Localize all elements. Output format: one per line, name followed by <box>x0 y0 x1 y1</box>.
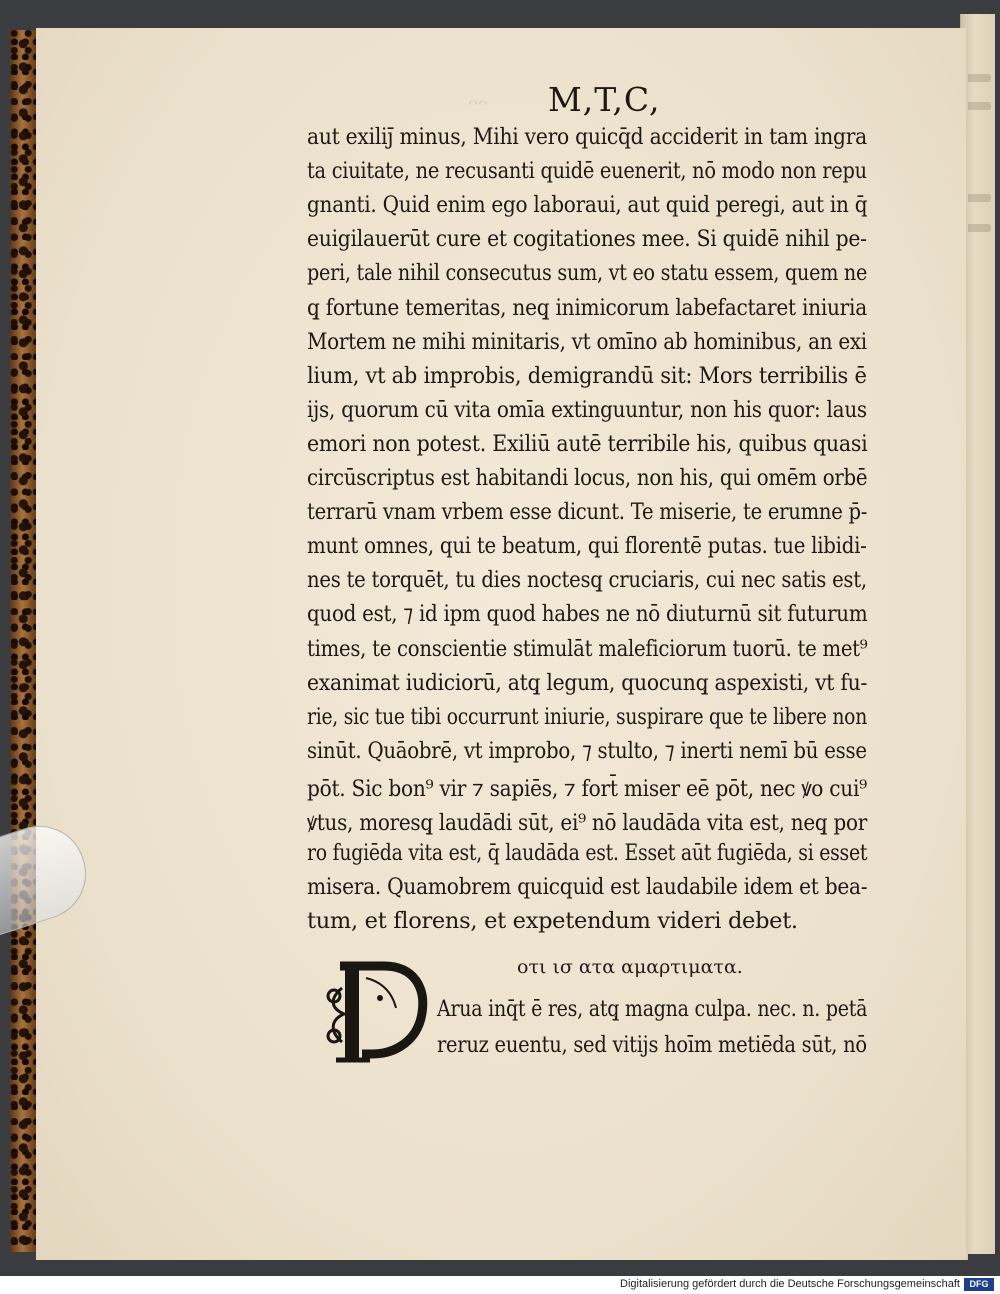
text-line: exanimat iudiciorū, atq̧ legum, quocunq̧ aspexisti, vt fu- <box>307 669 868 696</box>
text-line: gnanti. Quid enim ego laboraui, aut quid peregi, aut in q̄ <box>307 192 868 219</box>
text-line: ro fugiēda vita est, q̄ laudāda est. Esset aūt fugiēda, si esset <box>307 840 868 867</box>
text-line: pōt. Sic bon⁹ vir ⁊ sapiēs, ⁊ fort̄ miser eē pōt, nec ꝟo cui⁹ <box>307 775 867 802</box>
footer-credit: Digitalisierung gefördert durch die Deutsche Forschungsgemeinschaft <box>620 1278 960 1290</box>
text-line: peri, tale nihil consecutus sum, vt eo statu essem, quem ne <box>307 260 868 287</box>
text-line: quod est, ⁊ id ipm quod habes ne nō diuturnū sit futurum <box>307 601 868 628</box>
text-line: ta ciuitate, ne recusanti quidē euenerit, nō modo non repu <box>307 158 867 185</box>
text-line: Arua inq̄t ē res, atq̧ magna culpa. nec. n. petā <box>437 996 868 1022</box>
text-line: emori non potest. Exiliū autē terribile his, quibus quasi <box>307 430 868 457</box>
text-line: tum, et florens, et expetendum videri debet. <box>307 908 798 935</box>
section-heading-greek: οτι ισ ατα αμαρτιματα. <box>517 956 743 978</box>
book-page: ᵔᵔ <box>36 28 966 1260</box>
text-line: rie, sic tue tibi occurrunt iniurie, suspirare que te libere non <box>307 703 868 730</box>
dfg-logo: DFG <box>964 1278 994 1291</box>
text-line: ijs, quorum cū vita omīa extinguuntur, non his quor: laus <box>307 396 867 423</box>
text-line: q̧ fortune temeritas, neq̧ inimicorum labefactaret iniuria <box>307 294 867 321</box>
text-line: misera. Quamobrem quicquid est laudabile idem et bea- <box>307 874 868 901</box>
text-line: sinūt. Quāobrē, vt improbo, ⁊ stulto, ⁊ inerti nemī bū esse <box>307 737 867 764</box>
footer-bar <box>0 1276 1000 1294</box>
text-line: lium, vt ab improbis, demigrandū sit: Mors terribilis ē <box>307 362 867 389</box>
running-head: M,T,C, <box>548 80 661 119</box>
text-line: circūscriptus est habitandi locus, non his, qui omēm orbē <box>307 465 868 491</box>
text-line: Mortem ne mihi minitaris, vt omīno ab hominibus, an exi <box>307 328 867 355</box>
text-line: ꝟtus, moresq̧ laudādi sūt, ei⁹ nō laudāda vita est, neq̧ por <box>307 810 867 836</box>
text-line: nes te torquēt, tu dies noctesq̧ cruciaris, cui nec satis est, <box>307 567 867 594</box>
text-line: aut exiliȷ̄ minus, Mihi vero quicq̄d acciderit in tam ingra <box>307 124 868 150</box>
text-line: terrarū vnam vrbem esse dicunt. Te miserie, te erumne p̄- <box>307 499 868 526</box>
decorated-initial-p <box>322 958 432 1068</box>
text-line: reruz euentu, sed vitijs hoīm metiēda sūt, nō <box>437 1032 867 1058</box>
text-line: euigilauerūt cure et cogitationes mee. Si quidē nihil pe- <box>307 226 867 253</box>
text-line: times, te conscientie stimulāt maleficiorum tuorū. te met⁹ <box>307 635 868 662</box>
text-line: munt omnes, qui te beatum, qui florentē putas. tue libidi- <box>307 533 867 560</box>
